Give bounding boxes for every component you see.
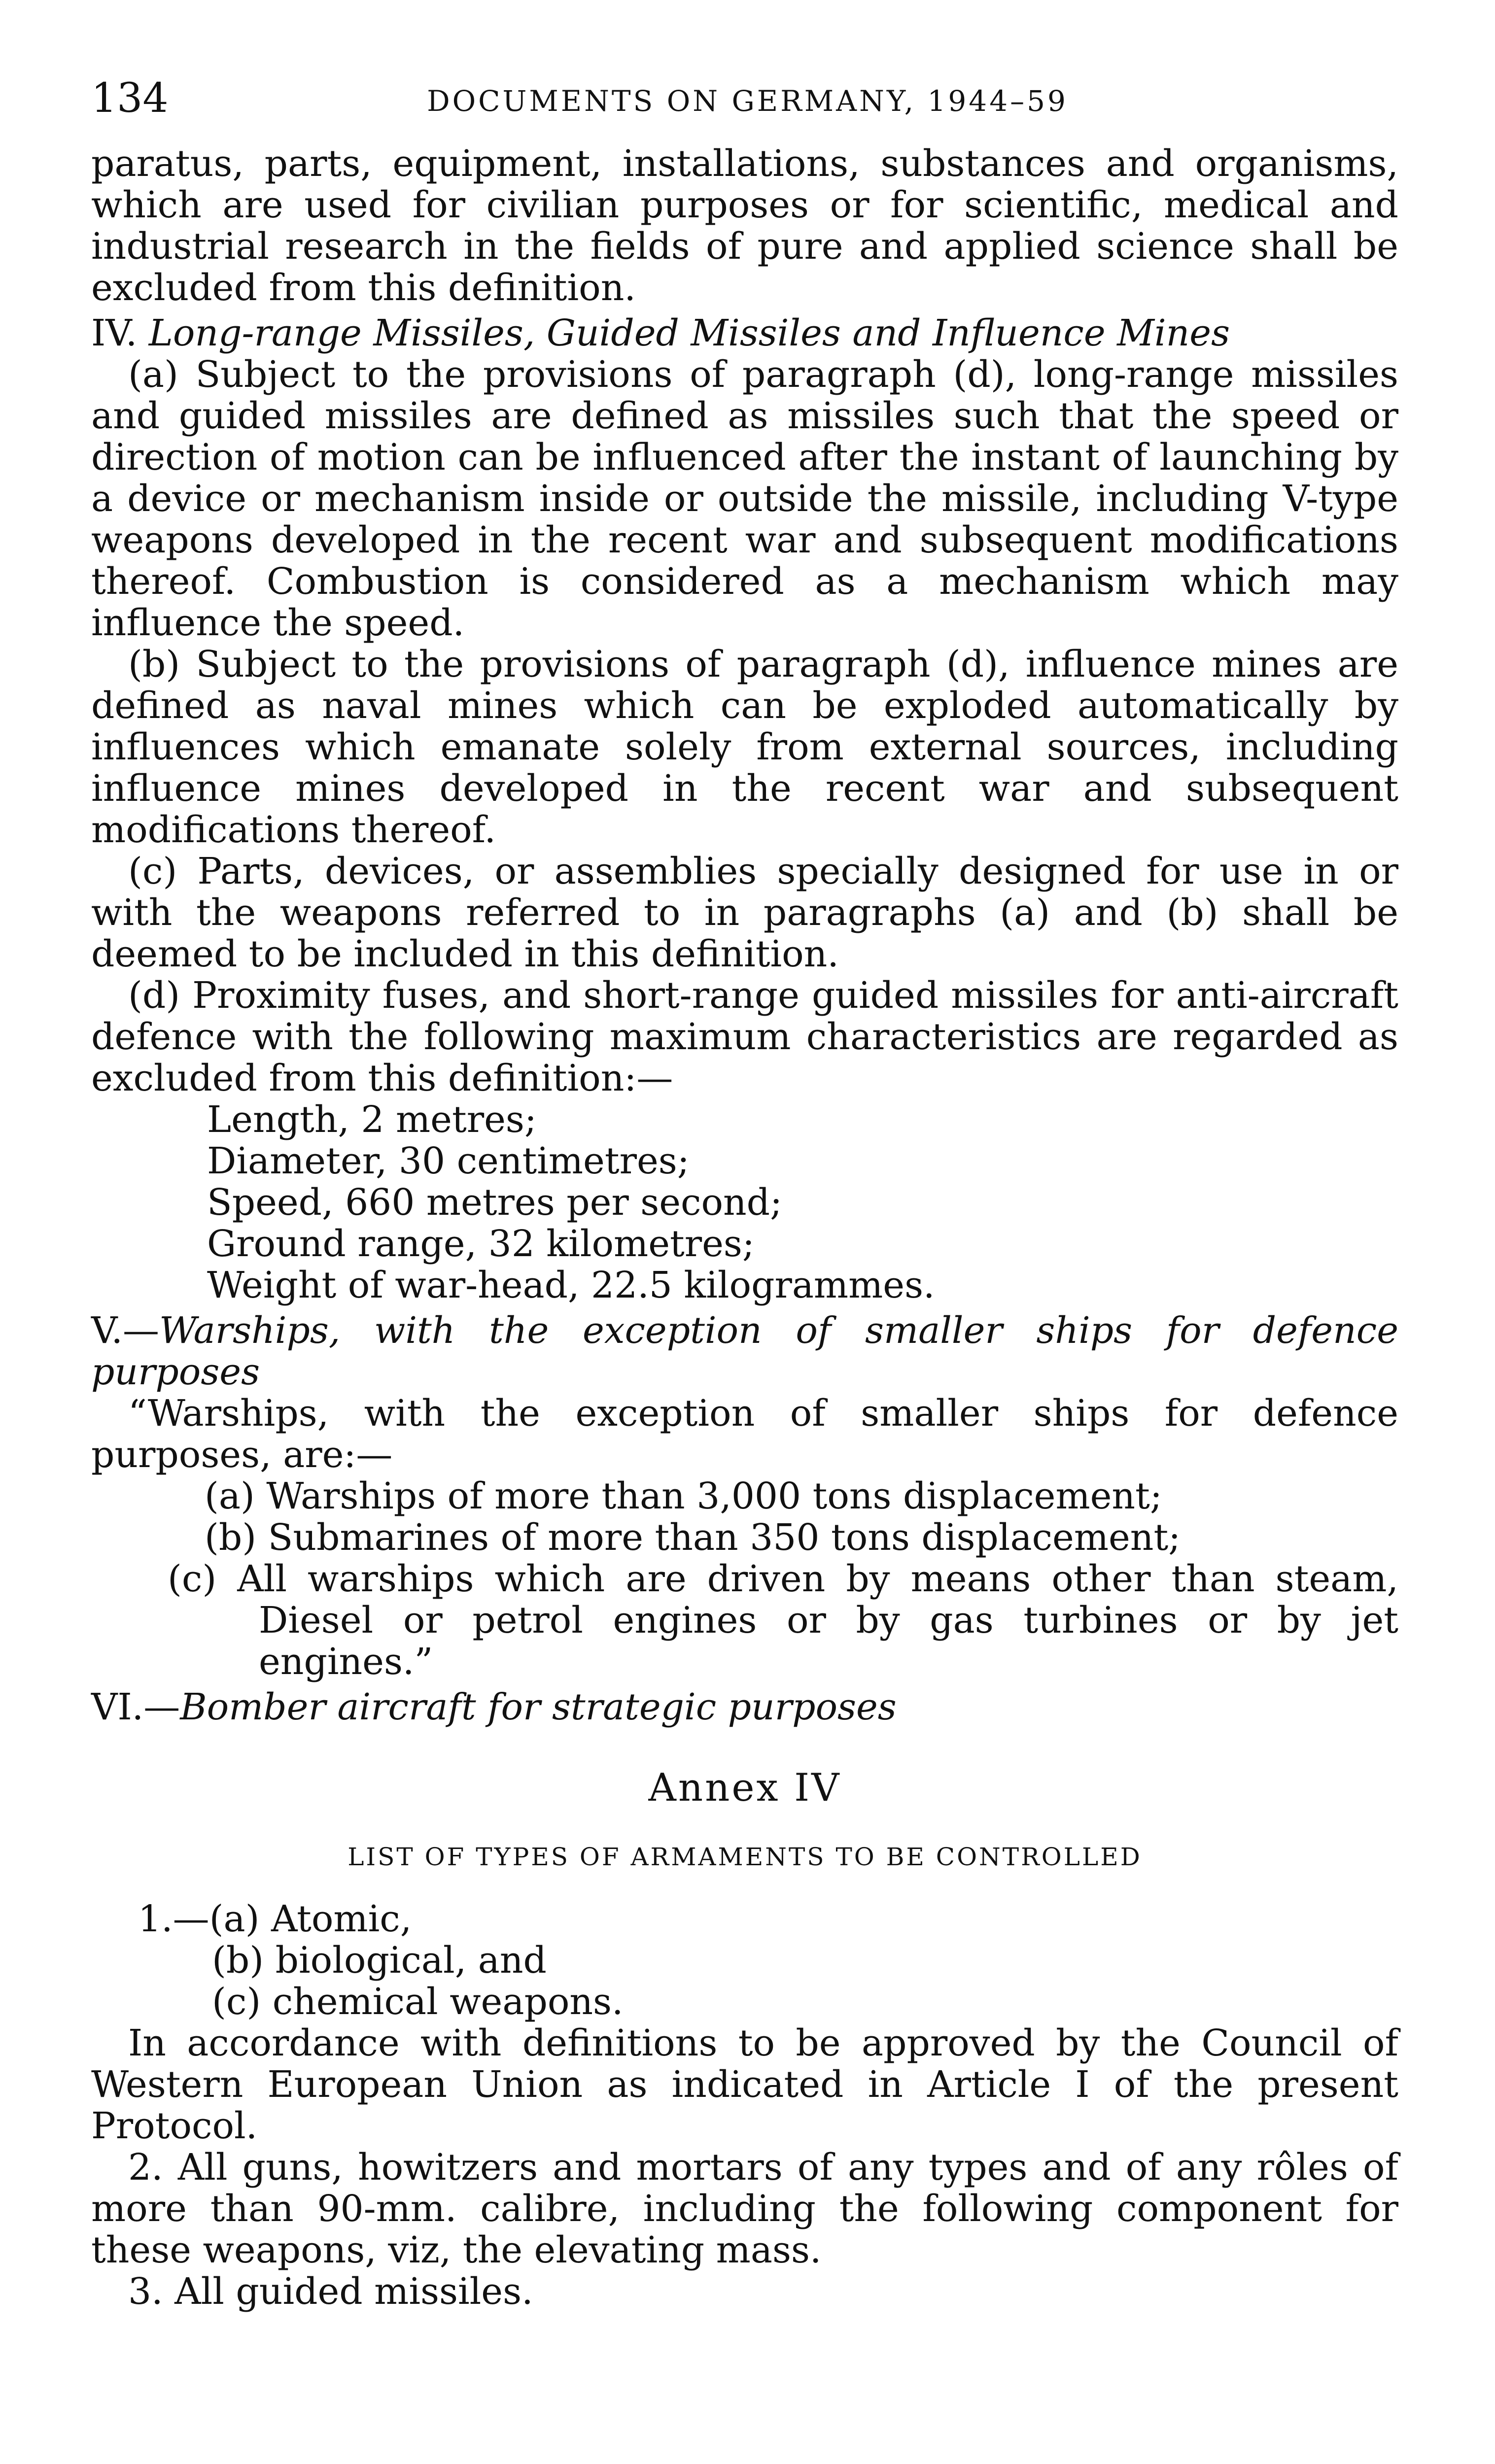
annex-list-title: LIST OF TYPES OF ARMAMENTS TO BE CONTROLLED xyxy=(348,1843,1142,1871)
section-iv-paragraph-c: (c) Parts, devices, or assemblies specially designed for use in or with the weapons referred to in paragraphs (a) and (b) shall be deemed to be included in this definition. xyxy=(91,850,1398,975)
section-vi-title: Bomber aircraft for strategic purposes xyxy=(180,1686,897,1728)
annex-title: Annex IV xyxy=(648,1766,841,1810)
weapons-list xyxy=(138,1898,1398,2022)
page-number: 134 xyxy=(91,75,169,122)
weapons-item-atomic: 1.—(a) Atomic, xyxy=(138,1898,412,1940)
annex-paragraph-1: In accordance with definitions to be approved by the Council of Western European Union as indicated in Article I of the present Protocol. xyxy=(91,2022,1398,2147)
characteristic-diameter: Diameter, 30 centimetres; xyxy=(207,1140,690,1182)
section-v-number: V.— xyxy=(91,1309,160,1352)
section-v-heading xyxy=(91,1310,1398,1393)
warship-item-c: (c) All warships which are driven by means other than steam, Diesel or petrol engines or by gas turbines or by jet engines.” xyxy=(168,1558,1398,1683)
weapons-item-chemical: (c) chemical weapons. xyxy=(212,1981,624,2023)
section-iv-heading xyxy=(91,312,1398,354)
warship-list xyxy=(205,1475,1398,1558)
characteristic-speed: Speed, 660 metres per second; xyxy=(207,1181,782,1224)
annex-paragraph-3: 3. All guided missiles. xyxy=(128,2270,533,2313)
section-iv-number: IV. xyxy=(91,312,149,354)
document-body xyxy=(91,143,1398,2312)
section-iv-paragraph-b: (b) Subject to the provisions of paragraph (d), influence mines are defined as naval mines which can be exploded automatically by influences which emanate solely from external sources, including influence mines developed in the recent war and subsequent modifications thereof. xyxy=(91,643,1398,851)
warship-item-a: (a) Warships of more than 3,000 tons displacement; xyxy=(205,1475,1162,1517)
characteristic-warhead-weight: Weight of war-head, 22.5 kilogrammes. xyxy=(207,1264,935,1306)
characteristics-list xyxy=(207,1099,1398,1306)
section-v-title: Warships, with the exception of smaller ships for defence purposes xyxy=(91,1309,1398,1393)
opening-paragraph: paratus, parts, equipment, installations, substances and organisms, which are used for civilian purposes or for scientific, medical and industrial research in the fields of pure and applied science shall be excluded from this definition. xyxy=(91,142,1398,309)
section-iv-paragraph-a: (a) Subject to the provisions of paragraph (d), long-range missiles and guided missiles are defined as missiles such that the speed or direction of motion can be influenced after the instant of launching by a device or mechanism inside or outside the missile, including V-type weapons developed in the recent war and subsequent modifications thereof. Combustion is considered as a mechanism which may influence the speed. xyxy=(91,353,1398,644)
annex-paragraph-2: 2. All guns, howitzers and mortars of any types and of any rôles of more than 90-mm. calibre, including the following component for these weapons, viz, the elevating mass. xyxy=(91,2146,1398,2271)
section-vi-heading xyxy=(91,1686,1398,1728)
weapons-item-biological: (b) biological, and xyxy=(212,1939,547,1982)
section-iv-paragraph-d: (d) Proximity fuses, and short-range guided missiles for anti-aircraft defence with the following maximum characteristics are regarded as excluded from this definition:— xyxy=(91,974,1398,1099)
characteristic-ground-range: Ground range, 32 kilometres; xyxy=(207,1223,755,1265)
characteristic-length: Length, 2 metres; xyxy=(207,1098,537,1141)
warship-item-b: (b) Submarines of more than 350 tons displacement; xyxy=(205,1516,1181,1559)
running-title: DOCUMENTS ON GERMANY, 1944–59 xyxy=(427,84,1068,118)
section-v-intro: “Warships, with the exception of smaller ships for defence purposes, are:— xyxy=(91,1392,1398,1476)
section-vi-number: VI.— xyxy=(91,1686,180,1728)
page-header xyxy=(91,71,1404,131)
section-iv-title: Long-range Missiles, Guided Missiles and Influence Mines xyxy=(148,312,1230,354)
